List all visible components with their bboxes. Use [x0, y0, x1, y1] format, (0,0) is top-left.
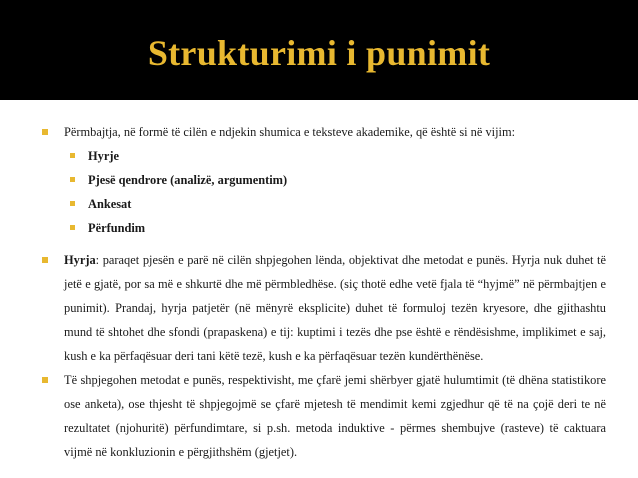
- hyrja-text: : paraqet pjesën e parë në cilën shpjegohen lënda, objektivat dhe metodat e punës. Hyrja nuk duhet të jetë e gjatë, por sa më e shkurtë dhe më përmbledhëse. (siç thotë edhe vetë fjala të “hyjmë” në përmbajtjen e punimit). Prandaj, hyrja patjetër (në mënyrë eksplicite) duhet të formuloj tezën kryesore, dhe gjithashtu mund të shtohet dhe sfondi (prapaskena) e tij: kuptimi i tezës dhe pse është e rëndësishme, implikimet e saj, kush e ka përfaqësuar deri tani këtë tezë, kush e ka përfaqësuar tezën kundërthënëse.: [64, 253, 606, 363]
- square-bullet-icon: [42, 257, 48, 263]
- bullet-methods: [40, 368, 606, 464]
- title-band: [0, 0, 638, 100]
- sub-bullet-text: Hyrje: [88, 149, 119, 163]
- methods-text: Të shpjegohen metodat e punës, respektivisht, me çfarë jemi shërbyer gjatë hulumtimit (të dhëna statistikore ose anketa), ose thjesht të shpjegojmë se çfarë mjetesh të mendimit kemi zgjedhur që të na çojë deri te në rezultatet (njohuritë) përfundimtare, si p.sh. metoda induktive - përmes shembujve (rasteve) të caktuara vijmë në konkluzionin e përgjithshëm (gjetjet).: [64, 373, 606, 459]
- square-bullet-icon: [42, 129, 48, 135]
- sub-bullet-pjese-qendrore: [40, 168, 606, 192]
- square-bullet-icon: [70, 201, 75, 206]
- sub-bullet-text: Pjesë qendrore (analizë, argumentim): [88, 173, 288, 187]
- sub-bullet-hyrje: [40, 144, 606, 168]
- sub-bullet-ankesat: [40, 192, 606, 216]
- square-bullet-icon: [70, 225, 75, 230]
- bullet-intro-text: Përmbajtja, në formë të cilën e ndjekin shumica e teksteve akademike, që është si në vijim:: [64, 125, 516, 139]
- square-bullet-icon: [42, 377, 48, 383]
- square-bullet-icon: [70, 153, 75, 158]
- sub-bullet-text: Ankesat: [88, 197, 132, 211]
- slide-title: Strukturimi i punimit: [147, 33, 491, 73]
- slide-content: [40, 120, 606, 464]
- bullet-intro: [40, 120, 606, 144]
- bullet-hyrja: [40, 248, 606, 368]
- hyrja-label: Hyrja: [64, 253, 96, 267]
- square-bullet-icon: [70, 177, 75, 182]
- sub-bullet-text: Përfundim: [88, 221, 146, 235]
- sub-bullet-perfundim: [40, 216, 606, 240]
